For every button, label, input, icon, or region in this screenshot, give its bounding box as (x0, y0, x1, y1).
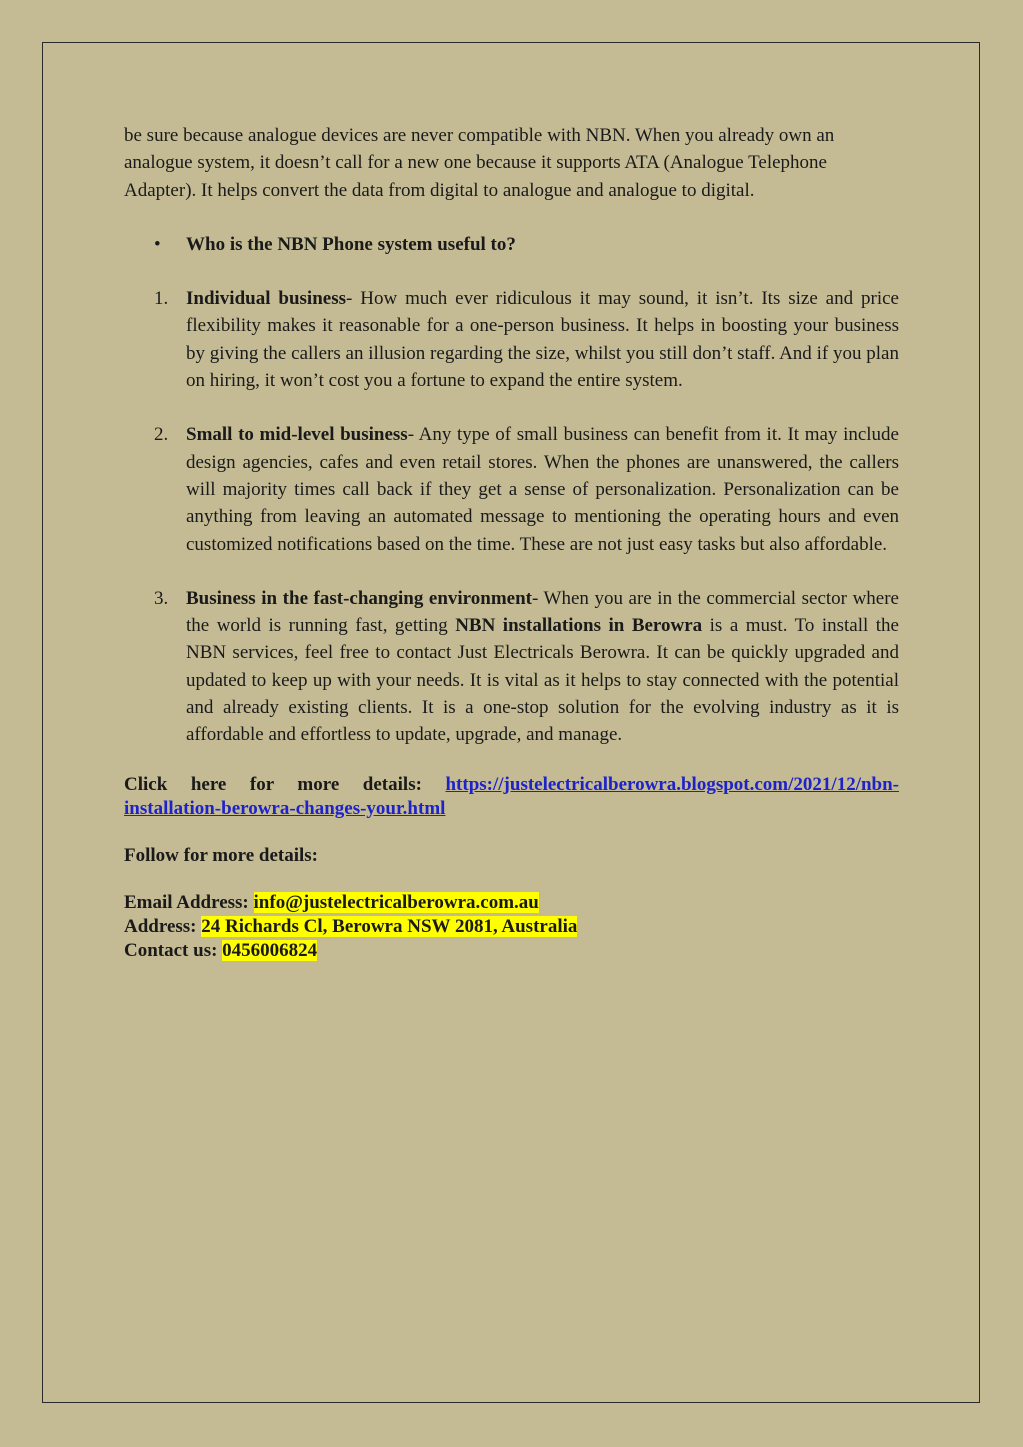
details-link[interactable]: https://justelectricalberowra.blogspot.com/2021/12/nbn-installation-berowra-changes-your.html (124, 773, 899, 819)
details-link-label: Click here for more details: (124, 773, 422, 795)
section-heading (124, 231, 899, 258)
list-item-title: Individual business (186, 288, 346, 310)
list-item (124, 285, 899, 394)
email-value: info@justelectricalberowra.com.au (253, 891, 539, 913)
email-label: Email Address: (124, 891, 249, 913)
list-item-keyword: NBN installations in Berowra (455, 615, 703, 637)
address-label: Address: (124, 915, 197, 937)
intro-paragraph (124, 122, 899, 204)
section-heading-text: Who is the NBN Phone system useful to? (186, 233, 516, 255)
list-item (124, 421, 899, 557)
list-item-text (186, 421, 899, 557)
list-item-number: 3. (154, 587, 169, 609)
details-link-paragraph (124, 773, 899, 821)
list-item (124, 585, 899, 749)
list-item-number: 2. (154, 424, 169, 446)
list-item-body-a: - When you are in the commercial sector where the world is running fast, getting (186, 587, 899, 637)
list-item-title: Small to mid-level business (186, 424, 408, 446)
phone-label: Contact us: (124, 939, 218, 961)
intro-line-3: Adapter). It helps convert the data from digital to analogue and analogue to digital. (124, 179, 755, 201)
phone-value: 0456006824 (222, 939, 318, 961)
list-item-body-b: is a must. To install the NBN services, feel free to contact Just Electricals Berowra. It can be quickly upgraded and updated to keep up with your needs. It is vital as it helps to stay connected with the potential and already existing clients. It is a one-stop solution for the evolving industry as it is affordable and effortless to update, upgrade, and manage. (186, 615, 899, 746)
follow-heading: Follow for more details: (124, 844, 319, 866)
list-item-text (186, 585, 899, 749)
contact-block (124, 891, 899, 963)
list-item-body: - Any type of small business can benefit from it. It may include design agencies, cafes and even retail stores. When the phones are unanswered, the callers will majority times call back if they get a sense of personalization. Personalization can be anything from leaving an automated message to mentioning the operating hours and even customized notifications based on the time. These are not just easy tasks but also affordable. (186, 424, 899, 555)
document-body (124, 122, 899, 963)
list-item-title: Business in the fast-changing environment (186, 587, 532, 609)
intro-line-2: analogue system, it doesn’t call for a new one because it supports ATA (Analogue Telephone (124, 152, 827, 174)
bullet-icon: • (154, 233, 161, 255)
list-item-text (186, 285, 899, 394)
intro-line-1: be sure because analogue devices are never compatible with NBN. When you already own an (124, 125, 835, 146)
list-item-body: - How much ever ridiculous it may sound, it isn’t. Its size and price flexibility makes it reasonable for a one-person business. It helps in boosting your business by giving the callers an illusion regarding the size, whilst you still don’t staff. And if you plan on hiring, it won’t cost you a fortune to expand the entire system. (186, 288, 899, 392)
list-item-number: 1. (154, 288, 169, 310)
address-value: 24 Richards Cl, Berowra NSW 2081, Australia (201, 915, 578, 937)
